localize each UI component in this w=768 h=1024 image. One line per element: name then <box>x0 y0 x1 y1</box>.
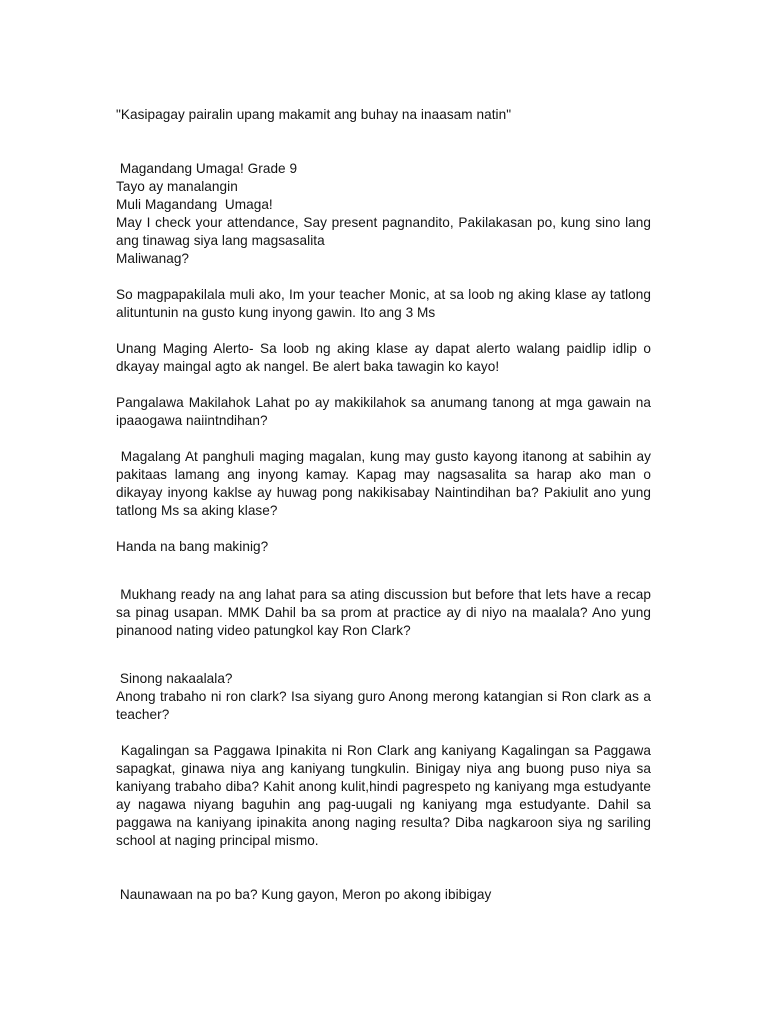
rule-one-paragraph: Unang Maging Alerto- Sa loob ng aking klase ay dapat alerto walang paidlip idlip o dkayay maingal agto ak nangel. Be alert baka tawagin ko kayo! <box>116 341 655 374</box>
greeting-line: Magandang Umaga! Grade 9 <box>116 161 298 176</box>
ready-question: Handa na bang makinig? <box>116 539 269 554</box>
document-body <box>116 106 655 904</box>
rule-two-paragraph: Pangalawa Makilahok Lahat po ay makikilahok sa anumang tanong at mga gawain na ipaaogawa naiintndihan? <box>116 395 655 428</box>
kagalingan-paragraph: Kagalingan sa Paggawa Ipinakita ni Ron Clark ang kaniyang Kagalingan sa Paggawa sapagkat, ginawa niya ang kaniyang tungkulin. Binigay niya ang buong puso niya sa kaniyang trabaho diba? Kahit anong kulit,hindi pagrespeto ng kaniyang mga estudyante ay nagawa niyang baguhin ang pag-uugali ng kaniyang mga estudyante. Dahil sa paggawa na kaniyang ipinakita anong naging resulta? Diba nagkaroon siya ng sariling school at naging principal mismo. <box>116 743 655 848</box>
opening-quote: "Kasipagay pairalin upang makamit ang buhay na inaasam natin" <box>116 107 512 122</box>
rule-three-paragraph: Magalang At panghuli maging magalan, kung may gusto kayong itanong at sabihin ay pakitaas lamang ang inyong kamay. Kapag may nagsasalita sa harap ako man o dikayay inyong kaklse ay huwag pong nakikisabay Naintindihan ba? Pakiulit ano yung tatlong Ms sa aking klase? <box>116 449 655 518</box>
attendance-line: May I check your attendance, Say present pagnandito, Pakilakasan po, kung sino lang ang tinawag siya lang magsasalita <box>116 215 655 248</box>
question-block <box>116 670 655 724</box>
greeting-again-line: Muli Magandang Umaga! <box>116 197 273 212</box>
who-remembers-line: Sinong nakaalala? <box>116 671 233 686</box>
maliwanag-line: Maliwanag? <box>116 251 190 266</box>
closing-line: Naunawaan na po ba? Kung gayon, Meron po akong ibibigay <box>116 887 492 902</box>
ron-clark-question-line: Anong trabaho ni ron clark? Isa siyang guro Anong merong katangian si Ron clark as a teacher? <box>116 689 655 722</box>
greeting-block <box>116 160 655 268</box>
prayer-line: Tayo ay manalangin <box>116 179 238 194</box>
recap-paragraph: Mukhang ready na ang lahat para sa ating discussion but before that lets have a recap sa pinag usapan. MMK Dahil ba sa prom at practice ay di niyo na maalala? Ano yung pinanood nating video patungkol kay Ron Clark? <box>116 587 655 638</box>
intro-paragraph: So magpapakilala muli ako, Im your teacher Monic, at sa loob ng aking klase ay tatlong alituntunin na gusto kung inyong gawin. Ito ang 3 Ms <box>116 287 655 320</box>
